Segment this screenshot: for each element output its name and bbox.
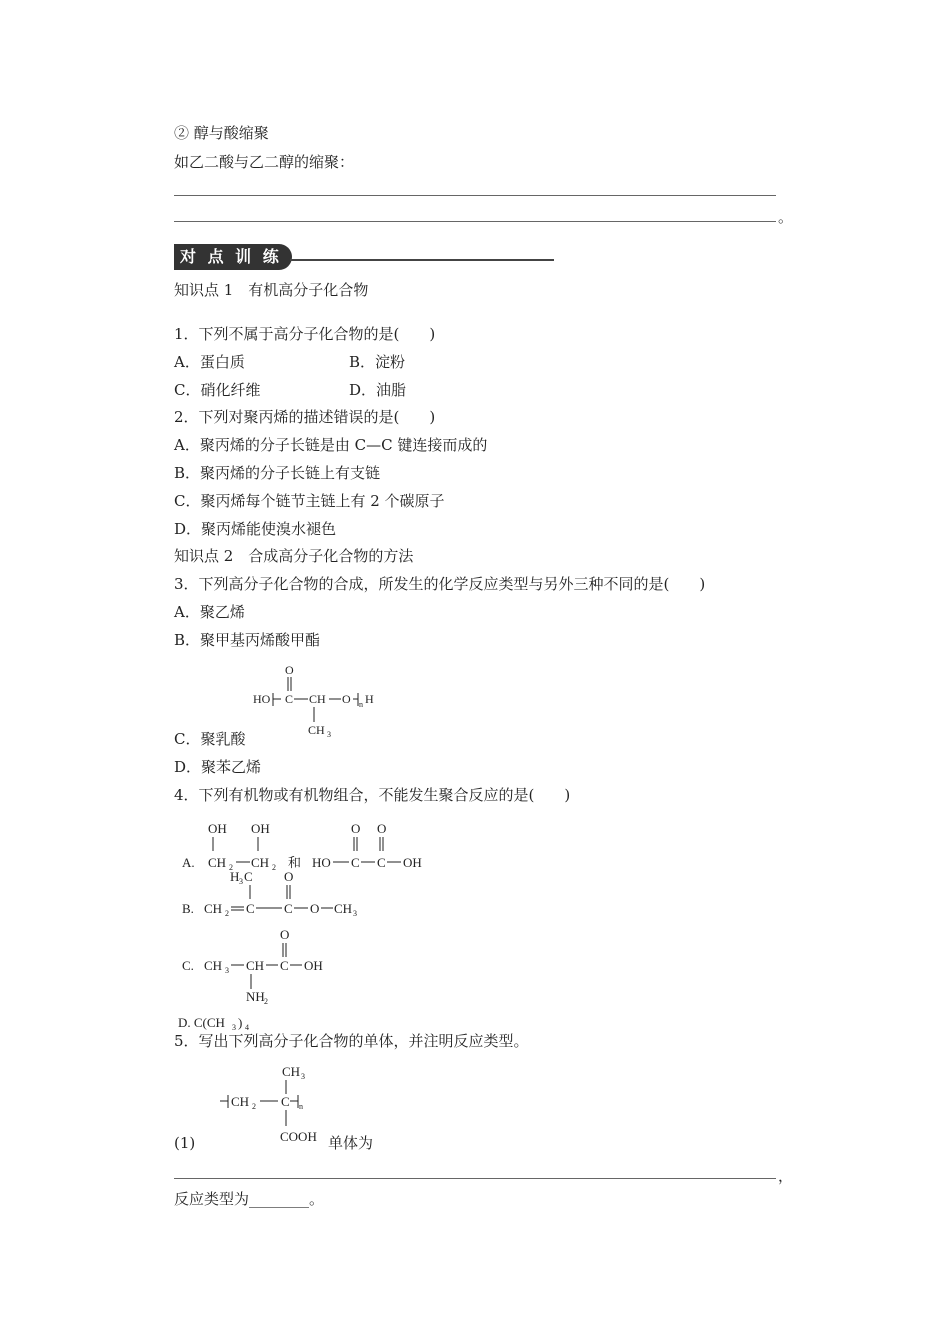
q2-option-d: D．聚丙烯能使溴水褪色 [174,520,337,538]
section-badge [174,244,292,270]
q4b-c1: C [246,901,255,916]
q4c-nh2: NH [246,989,265,1004]
q4c-ch: CH [246,958,265,973]
knowledge-point-2: 知识点 2 合成高分子化合物的方法 [174,547,414,565]
q4a-label: A. [182,855,195,870]
intro-line-2: 如乙二酸与乙二醇的缩聚： [174,153,355,171]
q4-option-d [178,1015,249,1032]
q4a-c1: C [351,855,360,870]
q4d-sub: 3 [232,1023,236,1032]
q4b-o2: O [310,901,320,916]
q4-option-b [182,869,357,918]
q4c-sub2: 2 [264,997,268,1006]
q3-f-ch3: CH [308,723,325,737]
q4a-o2: O [377,821,387,836]
q4a-o1: O [351,821,361,836]
q5-answer-line[interactable] [174,1178,776,1179]
q4-option-a [182,821,422,872]
q4a-oh1: OH [208,821,227,836]
q4-option-c [182,927,323,1006]
polymethacrylic-acid-formula [218,1060,338,1150]
q5-f-sub2: 2 [252,1102,256,1111]
polylactic-acid-formula [245,660,395,740]
q4b-h3c-sub: 3 [239,877,243,886]
knowledge-point-1: 知识点 1 有机高分子化合物 [174,281,369,299]
q1-stem: 1．下列不属于高分子化合物的是( ) [174,325,436,343]
q5-f-ch2: CH [231,1094,250,1109]
q5-reaction-type: 反应类型为________。 [174,1190,325,1208]
q3-option-c: C．聚乳酸 [174,730,246,748]
q4b-o: O [284,869,294,884]
q3-option-b: B．聚甲基丙烯酸甲酯 [174,631,321,649]
q4b-ch2: CH [204,901,223,916]
q1-option-d: D．油脂 [349,381,407,399]
q4c-c: C [280,958,289,973]
q1-option-c: C．硝化纤维 [174,381,261,399]
q4-options-formulas [174,815,474,1035]
q5-comma: ， [778,1167,794,1185]
q2-stem: 2．下列对聚丙烯的描述错误的是( ) [174,408,436,426]
q4b-h3c-c: C [244,869,253,884]
section-rule [290,259,554,261]
q4a-oh3: OH [403,855,422,870]
q3-f-o2: O [342,692,351,706]
q5-part-1: (1) [174,1134,196,1152]
q1-option-b: B．淀粉 [349,353,406,371]
q5-f-cooh: COOH [280,1129,317,1144]
end-mark: 。 [778,208,794,226]
q4d-close: ) [238,1015,243,1030]
q4-stem: 4．下列有机物或有机物组合，不能发生聚合反应的是( ) [174,786,571,804]
answer-line-1 [174,195,776,196]
q3-f-ho: HO [253,692,271,706]
q2-option-a: A．聚丙烯的分子长链是由 C—C 键连接而成的 [174,436,488,454]
q4a-ho: HO [312,855,331,870]
intro-line-1: ② 醇与酸缩聚 [174,124,269,142]
q3-f-h: H [365,692,374,706]
q4b-label: B. [182,901,194,916]
q4c-oh: OH [304,958,323,973]
q4d-label: D. C(CH [178,1015,225,1030]
q4a-sub2b: 2 [272,863,276,872]
q3-f-sub3: 3 [327,730,331,739]
q2-option-b: B．聚丙烯的分子长链上有支链 [174,464,381,482]
answer-line-2 [174,221,776,222]
q3-f-n: n [359,700,363,709]
q3-stem: 3．下列高分子化合物的合成，所发生的化学反应类型与另外三种不同的是( ) [174,575,706,593]
q4a-c2: C [377,855,386,870]
section-badge-label: 对 点 训 练 [180,247,282,266]
q5-stem: 5．写出下列高分子化合物的单体，并注明反应类型。 [174,1032,529,1050]
q5-f-c: C [281,1094,290,1109]
q4b-c2: C [284,901,293,916]
q4a-sub2a: 2 [229,863,233,872]
q3-option-d: D．聚苯乙烯 [174,758,262,776]
q4b-sub2: 2 [225,909,229,918]
q4a-oh2: OH [251,821,270,836]
q4b-ch3: CH [334,901,353,916]
q5-f-n: n [299,1102,303,1111]
q4a-ch2a: CH [208,855,227,870]
q4c-label: C. [182,958,194,973]
q4d-sub4: 4 [245,1023,249,1032]
q3-f-c: C [285,692,294,706]
q4b-h3c: H [230,869,240,884]
q5-monomer-label: 单体为 [328,1134,374,1152]
q4c-ch3: CH [204,958,223,973]
q1-option-a: A．蛋白质 [174,353,245,371]
q5-f-ch3: CH [282,1064,301,1079]
q5-f-sub3: 3 [301,1072,305,1081]
q3-f-ch: CH [309,692,326,706]
q4a-and: 和 [288,855,302,870]
q4c-o: O [280,927,290,942]
q2-option-c: C．聚丙烯每个链节主链上有 2 个碳原子 [174,492,445,510]
q3-f-o: O [285,663,294,677]
q4b-sub3: 3 [353,909,357,918]
q4a-ch2b: CH [251,855,270,870]
q4c-sub3: 3 [225,966,229,975]
q3-option-a: A．聚乙烯 [174,603,245,621]
